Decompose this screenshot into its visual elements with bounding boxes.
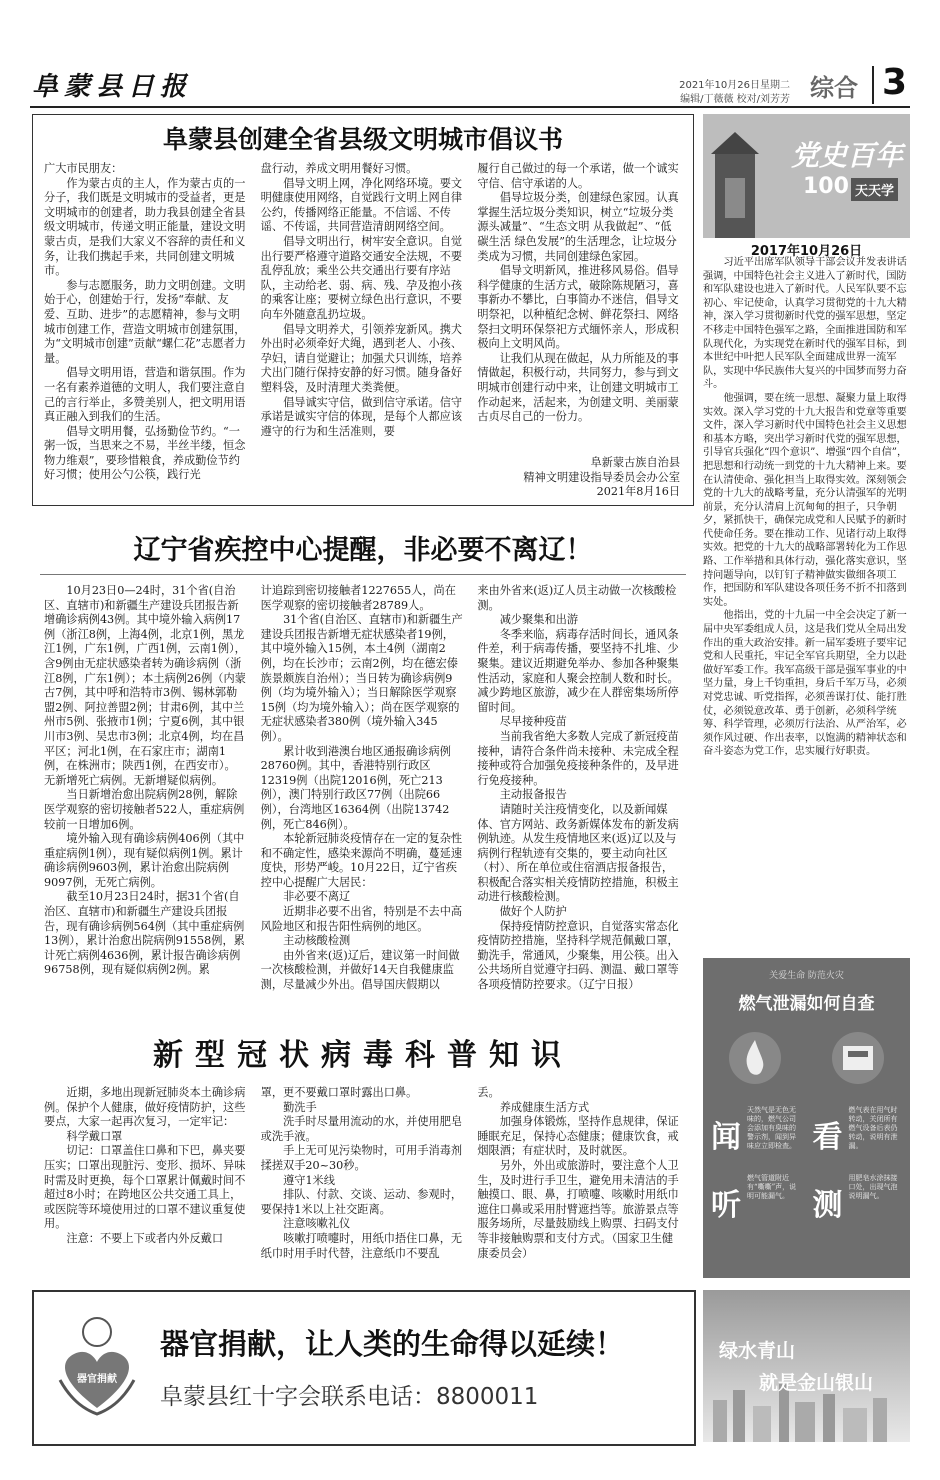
paragraph: 本轮新冠肺炎疫情存在一定的复杂性和不确定性，感染来源尚不明确，蔓延速度快，形势严峻。10月22日，辽宁省疾控中心提醒广大居民： [260,832,463,889]
paragraph: 累计收到港澳台地区通报确诊病例28760例。其中，香港特别行政区12319例（出院12016例，死亡213例），澳门特别行政区77例（出院66例），台湾地区16364例（出院13742例，死亡846例）。 [260,744,451,831]
article-civilized-city-title: 阜蒙县创建全省县级文明城市倡议书 [162,125,563,154]
gas-cell-listen: 听 燃气管道附近有“嘶嘶”声，说明可能漏气。 [711,1174,797,1223]
paragraph: 近期非必要不出省，特别是不去中高风险地区和报告阳性病例的地区。 [260,905,463,933]
paragraph: 加强身体锻炼，坚持作息规律，保证睡眠充足，保持心态健康；健康饮食，戒烟限酒；有症状时，及时就医。 [477,1115,679,1158]
article-column [44,584,247,1004]
history-body [703,256,910,936]
subheading: 遵守1米线 [283,1173,335,1187]
paragraph: 截至10月23日24时，据31个省(自治区、直辖市)和新疆生产建设兵团报告，现有确诊病例564例（其中重症病例13例），累计治愈出院病例91558例，累计死亡病例4636例，累计报告确诊病例96758例，现有疑似病例2例。累 [44,890,245,977]
article-column [261,584,464,1004]
paragraph: 倡导诚实守信，做到信守承诺。信守承诺是诚实守信的体现，是每个人都应该遵守的行为和生活准则，要 [260,395,463,438]
paragraph: 冬季来临，病毒存活时间长，通风条件差，利于病毒传播，要坚持不扎堆、少聚集。建议近期避免举办、参加各种聚集性活动，家庭和人聚会控制人数和时长。减少跨地区旅游，减少在人群密集场所停留时间。 [477,627,679,714]
paragraph: 保持疫情防控意识，自觉落实常态化疫情防控措施，坚持科学规范佩戴口罩，勤洗手，常通风，少聚集，用公筷。出入公共场所自觉遵守扫码、测温、戴口罩等各项疫情防控要求。（辽宁日报） [477,919,679,992]
subheading: 主动报备报告 [499,788,567,802]
paragraph: 另外，外出或旅游时，要注意个人卫生，及时进行手卫生，避免用未清洁的手触摸口、眼、鼻，打喷嚏、咳嗽时用纸巾遮住口鼻或采用肘臂遮挡等。旅游景点等服务场所，尽量鼓励线上购票、扫码支付等非接触购票和支付方式。（国家卫生健康委员会） [477,1158,679,1260]
banner-tag: 天天学 [851,178,898,201]
paragraph: 倡导文明养犬，引领养宠新风。携犬外出时必须牵好犬绳，遇到老人、小孩、孕妇，请自觉避让；加强犬只训练，培养犬出门随行保持安静的好习惯。随身备好塑料袋，及时清理犬类粪便。 [260,322,463,394]
green-ad-line2: 就是金山银山 [759,1372,874,1394]
article-civilized-city-body [44,162,680,500]
paragraph: 境外输入现有确诊病例406例（其中重症病例1例），现有疑似病例1例。累计确诊病例9603例，累计治愈出院病例9097例，无死亡病例。 [44,832,245,889]
paragraph: 近期，多地出现新冠肺炎本土确诊病例。保护个人健康，做好疫情防护，这些要点，大家一起再次复习，一定牢记： [44,1086,246,1129]
masthead-rule [30,106,910,108]
paragraph: 倡导文明用餐，弘扬勤俭节约。“一粥一饭，当思来之不易，半丝半缕，恒念物力维艰”，要珍惜粮食，养成勤俭节约好习惯；使用公勺公筷，践行光 [44,424,246,482]
gas-ad-top: 关爱生命 防范火灾 [769,971,844,981]
article-column [477,584,680,1004]
paragraph: 洗手时尽量用流动的水，并使用肥皂或洗手液。 [260,1115,463,1143]
subheading: 勤洗手 [283,1100,317,1114]
paragraph: 罩，更不要戴口罩时露出口鼻。 [260,1086,418,1099]
paragraph: 作为蒙古贞的主人，作为蒙古贞的一分子，我们既是文明城市的受益者，更是文明城市的创建者，助力我县创建全省县级文明城市，传递文明正能量，建设文明蒙古贞，是我们大家义不容辞的责任和义务，让我们携起手来，共同创建文明城市。 [44,176,246,278]
paragraph: 排队、付款、交谈、运动、参观时，要保持1米以上社交距离。 [260,1188,463,1216]
paragraph: 他强调，要在统一思想、凝聚力量上取得实效。深入学习党的十九大报告和党章等重要文件，深入学习新时代中国特色社会主义思想和基本方略，突出学习新时代党的强军思想，引导官兵强化“四个意识”、增强“四个自信”，把思想和行动统一到党的十九大精神上来。要在认清使命、强化担当上取得实效。深刻领会党的十九大的战略考量，充分认清强军的光明前景，充分认清肩上沉甸甸的担子，只争朝夕，紧抓快干，确保完成党和人民赋予的新时代使命任务。要在推动工作、见诸行动上取得实效。把党的十九大的战略部署转化为工作思路、工作举措和具体行动，强化落实意识，坚持问题导向，以钉钉子精神做实做细各项工作，把国防和军队建设各项任务不折不扣落到实处。 [703,392,908,608]
paragraph: 31个省(自治区、直辖市)和新疆生产建设兵团报告新增无症状感染者19例，其中境外输入15例，本土4例（湖南2例，均在长沙市；云南2例，均在德宏傣族景颇族自治州）；当日转为确诊病例9例（均为境外输入）；当日解除医学观察15例（均为境外输入）；尚在医学观察的无症状感染者380例（境外输入345例）。 [260,613,463,743]
green-ad-line1: 绿水青山 [719,1340,796,1362]
section-divider [872,66,874,104]
article-column [477,162,680,500]
subheading: 养成健康生活方式 [499,1100,590,1114]
paragraph: 计追踪到密切接触者1227655人，尚在医学观察的密切接触者28789人。 [260,584,456,612]
paragraph: 倡导垃圾分类，创建绿色家园。认真掌握生活垃圾分类知识，树立“垃圾分类 源头减量”、“生态文明 从我做起”、“低碳生活 绿色发展”的生活理念，让垃圾分类成为习惯，共同创建绿色家园。 [477,191,679,263]
organ-ad-headline: 器官捐献，让人类的生命得以延续！ [160,1327,625,1361]
signature-org: 阜新蒙古族自治县 [590,456,681,470]
article-column [261,1086,464,1276]
section-label: 综合 [810,74,858,102]
gas-ad-title: 燃气泄漏如何自查 [738,994,875,1014]
subheading: 注意咳嗽礼仪 [283,1217,351,1231]
subheading: 科学戴口罩 [66,1129,123,1143]
gas-cell-smell: 闻 天然气是无色无味的，燃气公司会添加有臭味的警示剂，闻到异味应立即检查。 [711,1106,796,1155]
paragraph: 丢。 [477,1086,500,1099]
subheading: 做好个人防护 [499,905,567,919]
paragraph: 倡导文明用语，营造和谐氛围。作为一名有素养道德的文明人，我们要注意自己的言行举止，多赞美别人，把文明用语真正融入到我们的生活。 [44,366,246,424]
masthead-logo: 阜蒙县日报 [32,72,193,102]
paragraph: 10月23日0—24时，31个省(自治区、直辖市)和新疆生产建设兵团报告新增确诊病例43例。其中境外输入病例17例（浙江8例，上海4例，北京1例，黑龙江1例，广东1例，广西1例，云南1例），含9例由无症状感染者转为确诊病例（浙江8例，广东1例）；本土病例26例（内蒙古7例，其中呼和浩特市3例、锡林郭勒盟2例、阿拉善盟2例；甘肃6例，其中兰州市5例、张掖市1例；宁夏6例，其中银川市3例、吴忠市3例；北京4例，均在昌平区；河北1例，在石家庄市；湖南1例，在株洲市；陕西1例，在西安市）。无新增死亡病例。无新增疑似病例。 [44,584,246,787]
subheading: 减少聚集和出游 [499,613,579,627]
signature-office: 精神文明建设指导委员会办公室 [523,470,681,484]
masthead-editors: 编辑/丁薇薇 校对/刘芳芳 [680,94,790,105]
paragraph: 让我们从现在做起，从力所能及的事情做起，积极行动，共同努力，参与到文明城市创建行动中来，让创建文明城市工作动起来，活起来，为创建文明、美丽蒙古贞尽自己的一份力。 [477,351,679,424]
article-column [44,162,247,500]
paragraph: 参与志愿服务，助力文明创建。文明始于心，创建始于行，发扬“奉献、友爱、互助、进步”的志愿精神，参与文明城市创建工作，营造文明城市创建氛围，为“文明城市创建”贡献“螺仁花”志愿者力量。 [44,278,246,365]
gas-meter-icon [823,1028,893,1088]
article-covid-science-body [44,1086,680,1276]
article-covid-alert-body [44,584,680,1004]
article-column [477,1086,680,1276]
paragraph: 手上无可见污染物时，可用手消毒剂揉搓双手20~30秒。 [260,1144,463,1172]
logo-label: 器官捐献 [77,1374,117,1385]
organ-ad-contact: 阜蒙县红十字会联系电话：8800011 [160,1384,539,1410]
history-date: 2017年10月26日 [750,244,863,259]
heart-hands-icon [52,1310,142,1420]
subheading: 尽早接种疫苗 [499,715,567,729]
gas-cell-test: 测 用肥皂水涂抹接口处，出现气泡说明漏气。 [812,1174,898,1223]
green-mountains-ad [703,1290,910,1442]
article-covid-alert-title: 辽宁省疾控中心提醒，非必要不离辽！ [133,535,593,566]
signature-date: 2021年8月16日 [596,485,681,499]
paragraph: 倡导文明上网，净化网络环境。要文明健康使用网络，自觉践行文明上网自律公约，传播网络正能量。不信谣、不传谣、不传谣，共同营造清朗网络空间。 [260,176,463,234]
title-underline [40,574,686,575]
paragraph: 倡导文明新风，推进移风易俗。倡导科学健康的生活方式，破除陈规陋习，喜事新办不攀比，白事简办不迷信，倡导文明祭祀，以种植纪念树、鲜花祭扫、网络祭扫文明环保祭祀方式缅怀亲人，形成积极向上文明风尚。 [477,264,679,351]
flame-icon [720,1028,790,1088]
article-column [44,1086,247,1276]
paragraph: 他指出，党的十九届一中全会决定了新一届中央军委组成人员，这是我们党从全局出发作出的重大政治安排。新一届军委班子要牢记党和人民重托，牢记全军官兵期望，全力以赴做好军委工作。我军高级干部是强军事业的中坚力量，身上千钧重担，身后千军万马，必须对党忠诚、听党指挥，必须善谋打仗、能打胜仗，必须锐意改革、勇于创新，必须科学统筹、科学管理，必须厉行法治、从严治军，必须作风过硬、作出表率，以饱满的精神状态和奋斗姿态为党工作，忠实履行好职责。 [703,610,907,758]
paragraph: 盘行动，养成文明用餐好习惯。 [260,162,418,175]
paragraph: 当前我省绝大多数人完成了新冠疫苗接种，请符合条件尚未接种、未完成全程接种或符合加强免疫接种条件的，及早进行免疫接种。 [477,729,679,787]
gas-cell-look: 看 燃气表在用气时转动，关闭所有燃气设备后表仍转动，说明有泄漏。 [812,1106,898,1155]
paragraph: 由外省来(返)辽后，建议第一时间做一次核酸检测，并做好14天自我健康监测，尽量减少外出。倡导国庆假期以 [260,948,460,992]
paragraph: 咳嗽打喷嚏时，用纸巾捂住口鼻，无纸巾时用手时代替，注意纸巾不要乱 [260,1231,463,1260]
gas-leak-ad [703,958,910,1278]
banner-number: 100 [803,174,849,199]
article-covid-science-title: 新型冠状病毒科普知识 [153,1038,573,1073]
banner-title: 党史百年 [791,139,904,172]
paragraph: 来由外省来(返)辽人员主动做一次核酸检测。 [477,584,677,612]
heart-logo [52,1310,142,1420]
article-column [261,162,464,500]
paragraph: 请随时关注疫情变化，以及新闻媒体、官方网站、政务新媒体发布的新发病例轨迹。从发生疫情地区来(返)辽以及与病例行程轨迹有交集的，要主动向社区（村）、所在单位或住宿酒店报备报告，积极配合落实相关疫情防控措施，积极主动进行核酸检测。 [477,802,679,904]
subheading: 主动核酸检测 [283,934,351,948]
paragraph: 习近平出席军队领导干部会议并发表讲话强调，中国特色社会主义进入了新时代，国防和军队建设也进入了新时代。人民军队要不忘初心、牢记使命，认真学习贯彻党的十九大精神，深入学习贯彻新时代党的强军思想，坚定不移走中国特色强军之路，全面推进国防和军队现代化，为实现党在新时代的强军目标，到本世纪中叶把人民军队全面建成世界一流军队，实现中华民族伟大复兴的中国梦而努力奋斗。 [703,257,907,391]
paragraph: 切记：口罩盖住口鼻和下巴，鼻夹要压实；口罩出现脏污、变形、损坏、异味时需及时更换，每个口罩累计佩戴时间不超过8小时；在跨地区公共交通工具上，或医院等环境使用过的口罩不建议重复使用。 [44,1144,246,1231]
paragraph: 履行自己做过的每一个承诺，做一个诚实守信、信守承诺的人。 [477,162,679,190]
subheading: 非必要不离辽 [283,890,351,904]
paragraph: 倡导文明出行，树牢安全意识。自觉出行要严格遵守道路交通安全法规，不要乱停乱放；乘坐公共交通出行要有序站队，主动给老、弱、病、残、孕及抱小孩的乘客让座；要树立绿色出行意识，不要向车外随意乱扔垃圾。 [260,234,463,321]
paragraph: 广大市民朋友： [44,162,123,175]
paragraph: 当日新增治愈出院病例28例，解除医学观察的密切接触者522人，重症病例较前一日增加6例。 [44,788,245,831]
history-banner [703,114,910,238]
paragraph: 注意：不要上下或者内外反戴口 [66,1231,224,1245]
masthead-date: 2021年10月26日星期二 [679,80,790,91]
page-number: 3 [882,62,908,103]
